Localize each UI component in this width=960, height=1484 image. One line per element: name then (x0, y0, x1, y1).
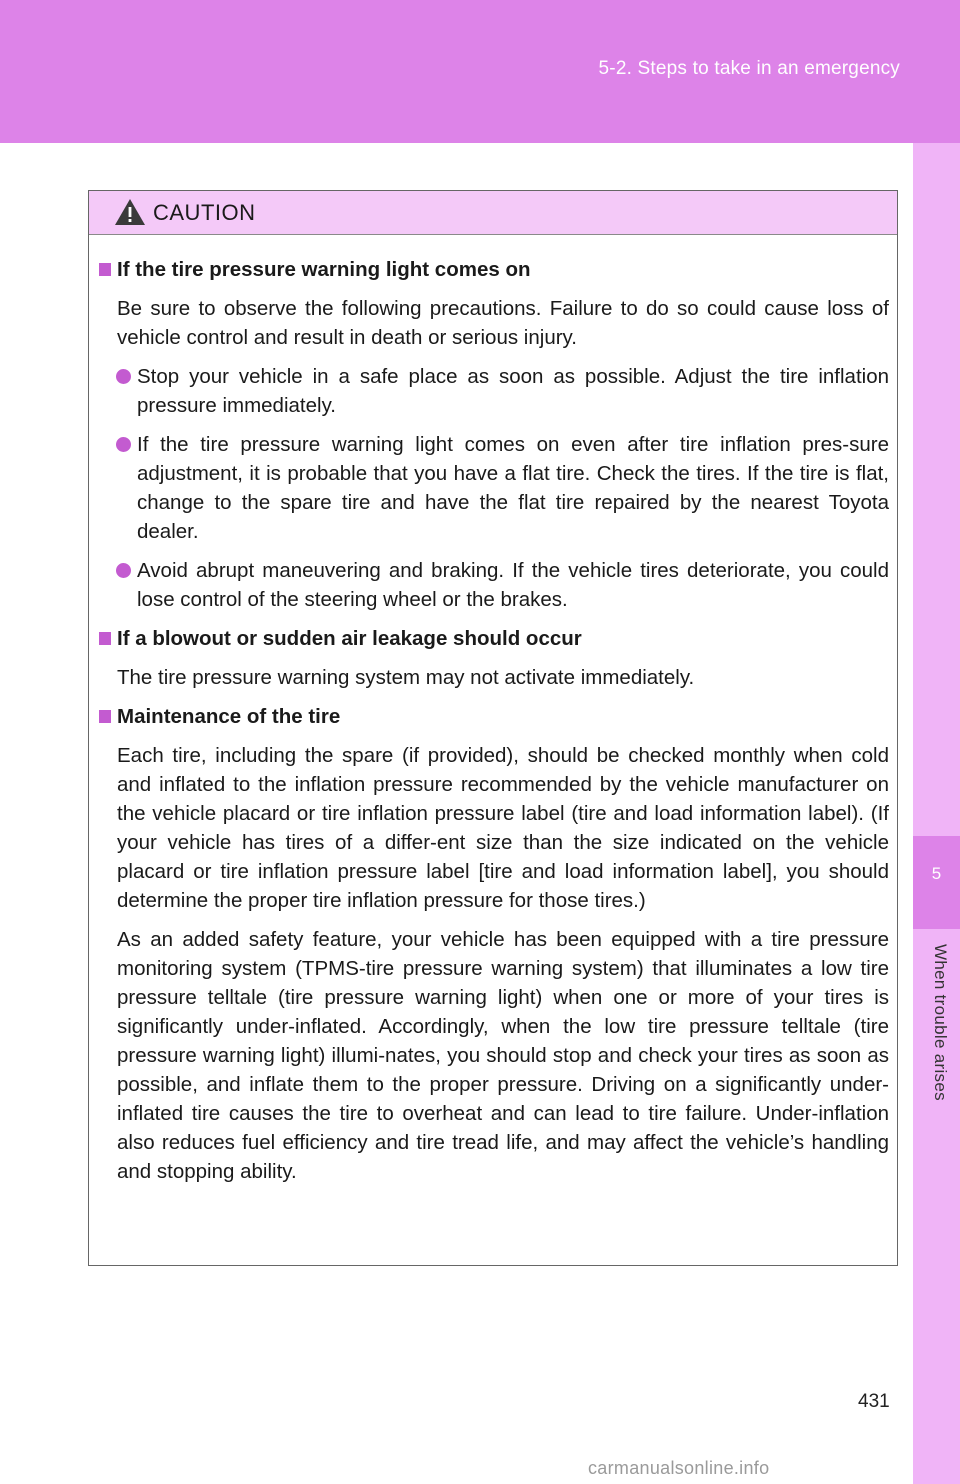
caution-body (99, 243, 889, 1186)
section-heading (99, 702, 889, 731)
bullet-item-text: Stop your vehicle in a safe place as soon as possible. Adjust the tire inflation pressure immediately. (137, 365, 889, 417)
round-bullet-icon (116, 369, 131, 384)
round-bullet-icon (116, 437, 131, 452)
square-bullet-icon (99, 263, 111, 276)
section-heading-text: Maintenance of the tire (117, 705, 341, 728)
watermark-text: carmanualsonline.info (588, 1458, 770, 1478)
bullet-item (137, 430, 889, 546)
round-bullet-icon (116, 563, 131, 578)
warning-triangle-icon (113, 197, 147, 227)
section-paragraph: Each tire, including the spare (if provided), should be checked monthly when cold and inflated to the inflation pressure recommended by the vehicle manufacturer on the vehicle placard or tire inflation pressure label (tire and load information label). (If your vehicle has tires of a differ-ent size than the size indicated on the vehicle placard or tire inflation pressure label [tire and load information label], you should determine the proper tire inflation pressure for those tires.) (117, 744, 889, 912)
chapter-label: When trouble arises (931, 944, 950, 1101)
bullet-item (137, 556, 889, 614)
caution-box (88, 190, 898, 1266)
section-heading-text: If a blowout or sudden air leakage should occur (117, 627, 582, 650)
section-paragraph: As an added safety feature, your vehicle has been equipped with a tire pressure monitoring system (TPMS-tire pressure warning system) that illuminates a low tire pressure telltale (tire pressure warning light) when one or more of your tires is significantly under-inflated. Accordingly, when the low tire pressure telltale (tire pressure warning light) illumi-nates, you should stop and check your tires as soon as possible, and inflate them to the proper pressure. Driving on a significantly under-inflated tire causes the tire to overheat and can lead to tire failure. Under-inflation also reduces fuel efficiency and tire tread life, and may affect the vehicle’s handling and stopping ability. (117, 928, 889, 1183)
section-heading-text: If the tire pressure warning light comes on (117, 258, 531, 281)
bullet-item (137, 362, 889, 420)
square-bullet-icon (99, 710, 111, 723)
chapter-side-tab (913, 143, 960, 1484)
bullet-item-text: Avoid abrupt maneuvering and braking. If the vehicle tires deteriorate, you could lose control of the steering wheel or the brakes. (137, 559, 889, 611)
caution-title: CAUTION (153, 200, 256, 225)
caution-header (89, 191, 897, 235)
section-intro: Be sure to observe the following precautions. Failure to do so could cause loss of vehicle control and result in death or serious injury. (117, 297, 889, 349)
square-bullet-icon (99, 632, 111, 645)
chapter-number: 5 (931, 864, 942, 883)
section-breadcrumb: 5-2. Steps to take in an emergency (598, 58, 900, 79)
section-heading (99, 624, 889, 653)
section-heading (99, 255, 889, 284)
section-paragraph: The tire pressure warning system may not activate immediately. (117, 666, 695, 689)
page-number: 431 (858, 1391, 890, 1412)
bullet-item-text: If the tire pressure warning light comes on even after tire inflation pres-sure adjustment, it is probable that you have a flat tire. Check the tires. If the tire is flat, change to the spare tire and have the flat tire repaired by the nearest Toyota dealer. (137, 433, 889, 543)
